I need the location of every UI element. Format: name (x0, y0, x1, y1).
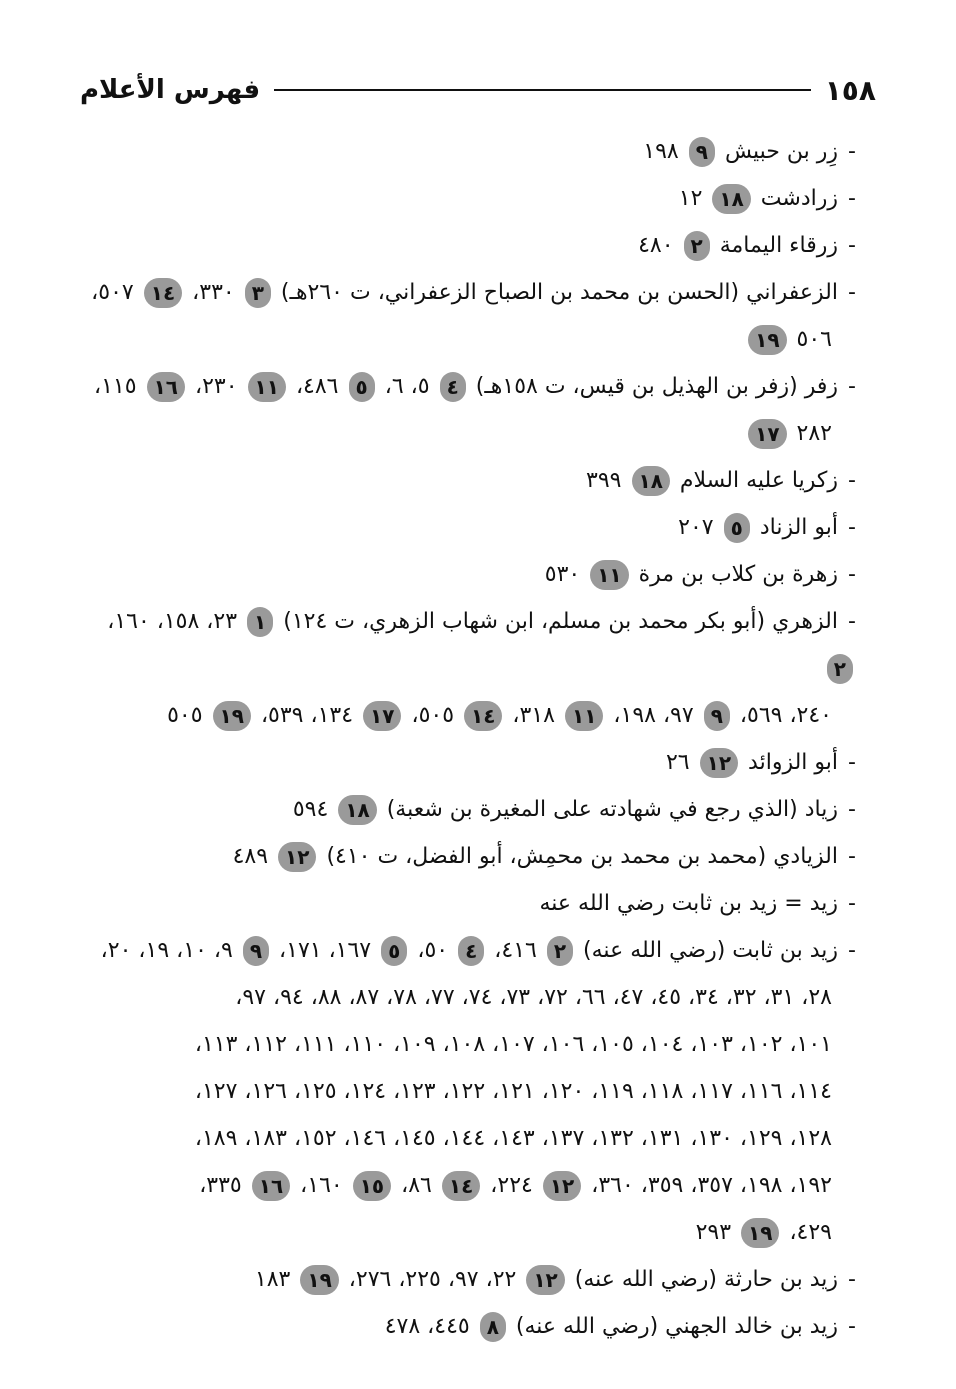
index-entry (76, 598, 856, 739)
volume-badge: ١٦ (252, 1171, 290, 1201)
entry-line (76, 410, 856, 457)
index-entry (76, 1256, 856, 1303)
entry-dash: - (848, 797, 856, 822)
volume-badge: ١ (247, 607, 273, 637)
entry-text: زيد بن خالد الجهني (رضي الله عنه) (508, 1314, 838, 1339)
entry-line (76, 1303, 856, 1350)
entry-text: زرقاء اليمامة (712, 233, 838, 258)
entry-text: ٥، ٦، (377, 374, 437, 399)
volume-badge: ١٨ (632, 466, 670, 496)
volume-badge: ١٨ (712, 184, 750, 214)
entry-dash: - (848, 938, 856, 963)
index-entry (76, 786, 856, 833)
entry-line (76, 1068, 856, 1115)
entry-text: ٤٨٠ (638, 233, 681, 258)
entry-text: أبو الزناد (752, 515, 838, 540)
entry-text: ٤١٦، (487, 938, 544, 963)
entry-text: ١٦٧، ١٧١، (272, 938, 379, 963)
page-number: ١٥٨ (824, 73, 876, 107)
index-entry (76, 1303, 856, 1350)
volume-badge: ١٦ (147, 372, 185, 402)
entry-text: زهرة بن كلاب بن مرة (631, 562, 838, 587)
volume-badge: ٥ (724, 513, 750, 543)
entry-text: ٥٠٧، (91, 280, 141, 305)
entry-text: ٢٣٠، (187, 374, 245, 399)
entry-text: ١٨٣ (254, 1267, 298, 1292)
entry-dash: - (848, 515, 856, 540)
entry-line (76, 786, 856, 833)
volume-badge: ١٩ (741, 1218, 779, 1248)
volume-badge: ١٤ (464, 701, 502, 731)
entry-dash: - (848, 1267, 856, 1292)
volume-badge: ٩ (689, 137, 715, 167)
entry-line (76, 504, 856, 551)
entry-line (76, 1115, 856, 1162)
entry-dash: - (848, 280, 856, 305)
index-entry (76, 175, 856, 222)
entry-line (76, 363, 856, 410)
entry-text: ٥٠، (410, 938, 456, 963)
entry-text: ١١٥، (94, 374, 144, 399)
entry-text: ١٣٤، ٥٣٩، (253, 703, 361, 728)
volume-badge: ١٤ (442, 1171, 480, 1201)
entry-line (76, 692, 856, 739)
entry-line (76, 128, 856, 175)
entry-dash: - (848, 750, 856, 775)
volume-badge: ١٥ (353, 1171, 391, 1201)
entry-text: ٢٨٢ (789, 421, 832, 446)
entry-dash: - (848, 233, 856, 258)
entry-text: ١٩٨ (643, 139, 686, 164)
volume-badge: ٢ (827, 654, 853, 684)
entry-line (76, 598, 856, 692)
volume-badge: ٣ (245, 278, 271, 308)
entry-text: زكريا عليه السلام (672, 468, 838, 493)
entry-text: ٣٣٥، (199, 1173, 249, 1198)
entry-text: ٥٠٦ (789, 327, 832, 352)
entry-line (76, 927, 856, 974)
entry-text: ٤٢٩، (782, 1220, 832, 1245)
volume-badge: ١٨ (338, 795, 376, 825)
entry-text: الزعفراني (الحسن بن محمد بن الصباح الزعفراني، ت ٢٦٠هـ) (273, 280, 838, 305)
volume-badge: ١٢ (700, 748, 738, 778)
entry-text: ٢٤٠، ٥٦٩، (732, 703, 832, 728)
entry-text: الزيادي (محمد بن محمد بن محمِش، أبو الفضل، ت ٤١٠) (319, 844, 838, 869)
entry-text: ٨٦، (394, 1173, 439, 1198)
entry-line (76, 551, 856, 598)
entry-text: ٤٨٩ (232, 844, 276, 869)
entry-text: زفر (زفر بن الهذيل بن قيس، ت ١٥٨هـ) (468, 374, 838, 399)
entry-line (76, 1162, 856, 1209)
page-header (80, 70, 876, 110)
entry-line (76, 175, 856, 222)
index-entry (76, 504, 856, 551)
index-entry (76, 269, 856, 363)
entry-line (76, 457, 856, 504)
volume-badge: ٩ (704, 701, 730, 731)
entry-text: ١٠١، ١٠٢، ١٠٣، ١٠٤، ١٠٥، ١٠٦، ١٠٧، ١٠٨، ١٠٩، ١١٠، ١١١، ١١٢، ١١٣، (194, 1032, 832, 1057)
entry-text: ٢٦ (665, 750, 697, 775)
entry-text: ٩، ١٠، ١٩، ٢٠، (100, 938, 240, 963)
entry-text: الزهري (أبو بكر محمد بن مسلم، ابن شهاب الزهري، ت ١٢٤) (276, 609, 838, 634)
entry-dash: - (848, 891, 856, 916)
entry-text: ١٢ (678, 186, 710, 211)
entry-text: ١٩٢، ١٩٨، ٣٥٧، ٣٥٩، ٣٦٠، (584, 1173, 832, 1198)
index-entry (76, 128, 856, 175)
entry-text: ١٦٠، (293, 1173, 350, 1198)
entry-dash: - (848, 562, 856, 587)
volume-badge: ١٧ (363, 701, 401, 731)
entry-text: زرادشت (753, 186, 838, 211)
entry-text: أبو الزوائد (741, 750, 838, 775)
volume-badge: ١٩ (213, 701, 251, 731)
entry-line (76, 880, 856, 927)
volume-badge: ١١ (565, 701, 603, 731)
entry-text: ١٢٨، ١٢٩، ١٣٠، ١٣١، ١٣٢، ١٣٧، ١٤٣، ١٤٤، ١٤٥، ١٤٦، ١٥٢، ١٨٣، ١٨٩، (194, 1126, 832, 1151)
entry-text: زياد (الذي رجع في شهادته على المغيرة بن شعبة) (379, 797, 838, 822)
volume-badge: ٢ (684, 231, 710, 261)
entry-text: ٤٨٦، (288, 374, 346, 399)
entry-text: ٣١٨، (505, 703, 562, 728)
entry-line (76, 269, 856, 316)
entry-text: ٢٠٧ (678, 515, 721, 540)
entry-text: ٢٢٤، (483, 1173, 540, 1198)
entry-text: زِر بن حبيش (717, 139, 838, 164)
entry-dash: - (848, 374, 856, 399)
entry-line (76, 316, 856, 363)
volume-badge: ٤ (440, 372, 466, 402)
entry-text: ٢٨، ٣١، ٣٢، ٣٤، ٤٥، ٤٧، ٦٦، ٧٢، ٧٣، ٧٤، ٧٧، ٧٨، ٨٧، ٨٨، ٩٤، ٩٧، (235, 985, 832, 1010)
entry-text: ٢٩٣ (695, 1220, 739, 1245)
entry-text: ١١٤، ١١٦، ١١٧، ١١٨، ١١٩، ١٢٠، ١٢١، ١٢٢، ١٢٣، ١٢٤، ١٢٥، ١٢٦، ١٢٧، (194, 1079, 832, 1104)
entry-text: ٩٧، ١٩٨، (606, 703, 701, 728)
volume-badge: ١١ (590, 560, 628, 590)
entry-line (76, 1209, 856, 1256)
entry-text: ٣٩٩ (586, 468, 629, 493)
entry-dash: - (848, 468, 856, 493)
entry-text: زيد بن حارثة (رضي الله عنه) (567, 1267, 838, 1292)
page-title: فهرس الأعلام (80, 75, 261, 105)
volume-badge: ٥ (381, 936, 407, 966)
index-entry (76, 457, 856, 504)
volume-badge: ١٩ (748, 325, 786, 355)
entry-text: ٢٢، ٩٧، ٢٢٥، ٢٧٦، (341, 1267, 524, 1292)
volume-badge: ٤ (458, 936, 484, 966)
index-entry (76, 927, 856, 1256)
entry-dash: - (848, 609, 856, 634)
entry-line (76, 974, 856, 1021)
volume-badge: ١٤ (144, 278, 182, 308)
entry-text: ٥٠٥ (167, 703, 210, 728)
entry-text: ٥٣٠ (544, 562, 588, 587)
entry-text: ٣٣٠، (185, 280, 242, 305)
entry-text: ٤٤٥، ٤٧٨ (384, 1314, 477, 1339)
entry-dash: - (848, 139, 856, 164)
index-entry (76, 363, 856, 457)
entry-dash: - (848, 844, 856, 869)
entry-dash: - (848, 186, 856, 211)
entry-line (76, 833, 856, 880)
header-rule (274, 89, 811, 91)
index-entry (76, 551, 856, 598)
volume-badge: ١٢ (278, 842, 316, 872)
volume-badge: ٥ (349, 372, 375, 402)
entry-text: زيد بن ثابت (رضي الله عنه) (576, 938, 838, 963)
index-entry (76, 880, 856, 927)
volume-badge: ٨ (480, 1312, 506, 1342)
volume-badge: ٢ (547, 936, 573, 966)
entry-text: ٥٩٤ (292, 797, 336, 822)
entry-line (76, 739, 856, 786)
volume-badge: ١١ (248, 372, 286, 402)
volume-badge: ١٢ (526, 1265, 564, 1295)
entry-line (76, 1021, 856, 1068)
entry-line (76, 1256, 856, 1303)
volume-badge: ١٧ (748, 419, 786, 449)
volume-badge: ٩ (243, 936, 269, 966)
index-entry (76, 833, 856, 880)
index-entries (76, 128, 856, 1350)
entry-text: ٢٣، ١٥٨، ١٦٠، (107, 609, 245, 634)
index-entry (76, 739, 856, 786)
entry-line (76, 222, 856, 269)
index-entry (76, 222, 856, 269)
volume-badge: ١٩ (300, 1265, 338, 1295)
entry-text: زيد = زيد بن ثابت رضي الله عنه (539, 891, 838, 916)
volume-badge: ١٢ (543, 1171, 581, 1201)
entry-dash: - (848, 1314, 856, 1339)
entry-text: ٥٠٥، (404, 703, 462, 728)
